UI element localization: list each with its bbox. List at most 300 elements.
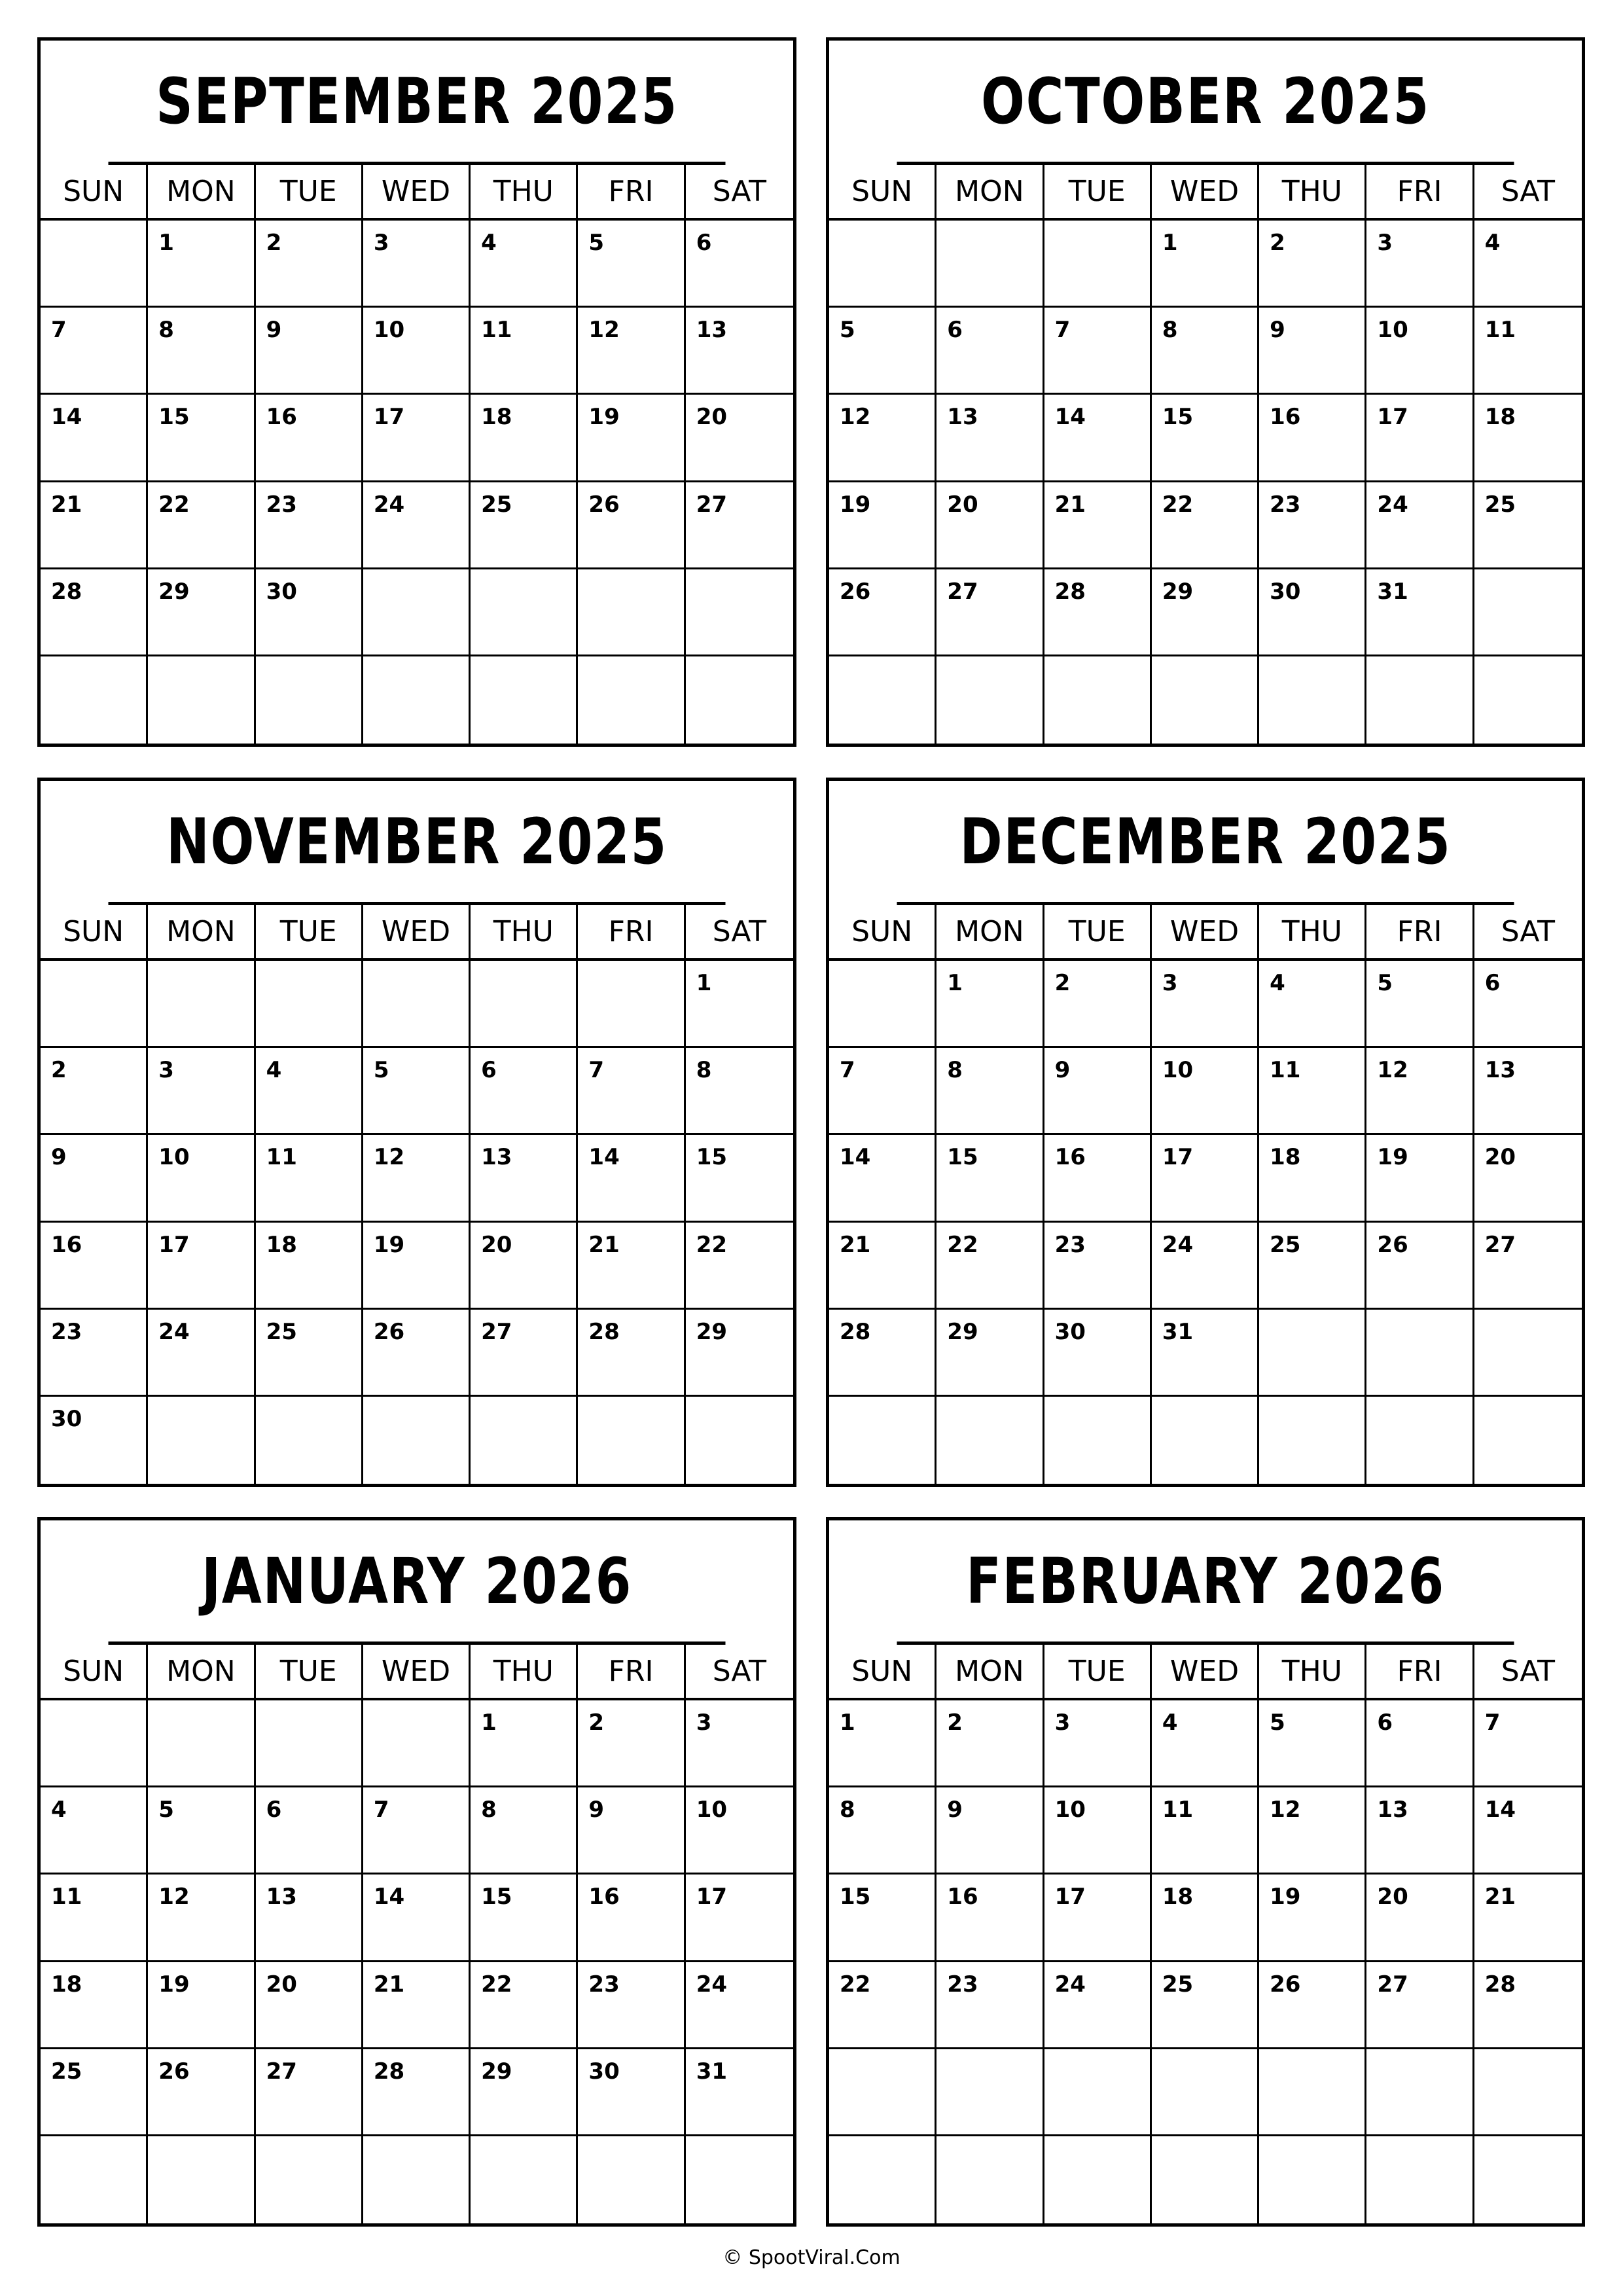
weekday-label: SAT [712, 915, 766, 948]
day-cell: 16 [1259, 395, 1366, 480]
day-cell [471, 656, 578, 744]
weekday-label: WED [1152, 1645, 1259, 1698]
weekday-label: SAT [712, 1655, 766, 1688]
day-cell [578, 961, 685, 1046]
day-cell: 22 [1152, 482, 1259, 567]
day-cell: 5 [1259, 1700, 1366, 1785]
day-cell: 18 [1484, 404, 1516, 431]
day-cell: 5 [1366, 961, 1474, 1046]
day-cell: 15 [936, 1135, 1044, 1220]
weekday-label: FRI [578, 905, 685, 958]
weekday-header-row [829, 905, 1582, 961]
day-cell: 24 [1366, 482, 1474, 567]
day-cell: 12 [829, 395, 936, 480]
weekday-label: FRI [578, 1645, 685, 1698]
weekday-label: THU [1259, 165, 1366, 218]
day-cell [1152, 1397, 1259, 1484]
weekday-label: FRI [1366, 165, 1474, 218]
day-cell [1259, 1397, 1366, 1484]
week-row [829, 1397, 1582, 1484]
week-row [41, 308, 793, 395]
day-cell: 10 [1366, 308, 1474, 393]
day-cell: 24 [148, 1310, 255, 1395]
day-cell: 12 [363, 1135, 471, 1220]
day-cell: 14 [1044, 395, 1152, 480]
day-cell: 10 [1152, 1048, 1259, 1133]
day-cell: 23 [1259, 482, 1366, 567]
weekday-label: THU [1259, 1645, 1366, 1698]
day-cell: 18 [471, 395, 578, 480]
day-cell: 6 [256, 1787, 363, 1873]
day-cell: 12 [148, 1874, 255, 1960]
day-cell: 27 [936, 569, 1044, 655]
day-cell [1152, 2136, 1259, 2223]
day-cell: 21 [1044, 482, 1152, 567]
month-calendar [37, 1517, 796, 2227]
week-row [41, 395, 793, 482]
day-cell: 11 [1152, 1787, 1259, 1873]
day-cell [363, 961, 471, 1046]
week-row [41, 1397, 793, 1484]
day-cell: 13 [936, 395, 1044, 480]
week-row [41, 1874, 793, 1962]
day-cell: 19 [1366, 1135, 1474, 1220]
day-cell: 27 [696, 491, 728, 518]
day-cell: 2 [41, 1048, 148, 1133]
day-cell [1474, 1397, 1582, 1484]
week-row [829, 1962, 1582, 2049]
day-cell [1259, 656, 1366, 744]
day-cell: 14 [363, 1874, 471, 1960]
day-cell: 28 [41, 569, 148, 655]
month-title: SEPTEMBER 2025 [109, 41, 726, 165]
day-cell: 19 [148, 1962, 255, 2047]
day-cell: 3 [696, 1710, 712, 1736]
day-cell [1044, 656, 1152, 744]
day-cell: 15 [471, 1874, 578, 1960]
week-row [829, 221, 1582, 308]
weekday-header-row [41, 905, 793, 961]
day-cell [1152, 2049, 1259, 2134]
day-cell: 9 [578, 1787, 685, 1873]
day-cell: 29 [471, 2049, 578, 2134]
day-cell [41, 221, 148, 306]
weekday-label: SAT [712, 175, 766, 208]
week-row [41, 569, 793, 656]
day-cell: 9 [1259, 308, 1366, 393]
day-cell: 16 [1044, 1135, 1152, 1220]
day-cell: 17 [148, 1223, 255, 1308]
day-cell: 3 [1044, 1700, 1152, 1785]
weekday-label: WED [363, 905, 471, 958]
day-cell [363, 1397, 471, 1484]
day-cell: 24 [1044, 1962, 1152, 2047]
week-row [41, 2049, 793, 2136]
day-cell: 22 [471, 1962, 578, 2047]
day-cell: 22 [829, 1962, 936, 2047]
day-cell: 27 [256, 2049, 363, 2134]
day-cell [1474, 1310, 1582, 1395]
day-cell: 7 [363, 1787, 471, 1873]
weekday-label: SUN [41, 165, 148, 218]
day-cell: 11 [256, 1135, 363, 1220]
day-cell: 6 [471, 1048, 578, 1133]
week-row [829, 656, 1582, 744]
month-calendar [826, 1517, 1585, 2227]
day-cell: 27 [1366, 1962, 1474, 2047]
day-cell: 1 [148, 221, 255, 306]
week-row [829, 2049, 1582, 2136]
weekday-label: MON [936, 905, 1044, 958]
day-cell [41, 961, 148, 1046]
day-cell: 8 [696, 1057, 712, 1084]
weekday-label: MON [148, 905, 255, 958]
day-cell [578, 2136, 685, 2223]
day-cell: 20 [936, 482, 1044, 567]
day-cell: 23 [41, 1310, 148, 1395]
day-cell: 6 [1484, 970, 1501, 996]
day-cell: 8 [471, 1787, 578, 1873]
day-cell: 6 [936, 308, 1044, 393]
weekday-label: SUN [829, 1645, 936, 1698]
month-title: JANUARY 2026 [109, 1520, 726, 1645]
day-cell [1044, 221, 1152, 306]
day-cell: 2 [256, 221, 363, 306]
month-calendar [826, 778, 1585, 1487]
week-row [829, 308, 1582, 395]
day-cell: 30 [256, 569, 363, 655]
day-cell [41, 1700, 148, 1785]
day-cell: 17 [363, 395, 471, 480]
weekday-label: TUE [256, 905, 363, 958]
weekday-label: MON [936, 165, 1044, 218]
day-cell: 7 [578, 1048, 685, 1133]
day-cell: 10 [1044, 1787, 1152, 1873]
day-cell: 1 [471, 1700, 578, 1785]
weekday-header-row [829, 1645, 1582, 1700]
day-cell: 13 [471, 1135, 578, 1220]
day-cell [1044, 2136, 1152, 2223]
day-cell: 25 [1152, 1962, 1259, 2047]
day-cell: 21 [363, 1962, 471, 2047]
day-cell: 17 [1152, 1135, 1259, 1220]
weekday-label: MON [148, 165, 255, 218]
day-cell: 26 [363, 1310, 471, 1395]
day-cell: 10 [148, 1135, 255, 1220]
month-calendar [826, 37, 1585, 747]
day-cell: 9 [256, 308, 363, 393]
weekday-label: WED [1152, 165, 1259, 218]
day-cell [936, 221, 1044, 306]
week-row [829, 1223, 1582, 1310]
day-cell: 9 [936, 1787, 1044, 1873]
weekday-label: TUE [256, 165, 363, 218]
day-cell: 21 [578, 1223, 685, 1308]
day-cell: 23 [578, 1962, 685, 2047]
day-cell: 15 [148, 395, 255, 480]
weekday-label: MON [936, 1645, 1044, 1698]
weekday-label: SUN [829, 905, 936, 958]
weekday-label: WED [363, 1645, 471, 1698]
day-cell: 31 [1366, 569, 1474, 655]
day-cell: 25 [256, 1310, 363, 1395]
day-cell: 7 [1044, 308, 1152, 393]
day-cell: 30 [1044, 1310, 1152, 1395]
day-cell [936, 2049, 1044, 2134]
day-cell: 11 [1259, 1048, 1366, 1133]
day-cell: 29 [696, 1318, 728, 1345]
day-cell: 19 [578, 395, 685, 480]
month-calendar [37, 778, 796, 1487]
weekday-label: TUE [1044, 165, 1152, 218]
week-row [829, 1700, 1582, 1787]
day-cell: 13 [256, 1874, 363, 1960]
weekday-label: WED [363, 165, 471, 218]
weekday-header-row [829, 165, 1582, 221]
day-cell [256, 656, 363, 744]
day-cell: 4 [471, 221, 578, 306]
week-row [41, 1700, 793, 1787]
day-cell: 7 [829, 1048, 936, 1133]
week-row [829, 1310, 1582, 1397]
weekday-label: FRI [1366, 905, 1474, 958]
day-cell [148, 2136, 255, 2223]
day-cell: 3 [1366, 221, 1474, 306]
day-cell [686, 656, 793, 744]
day-cell [936, 1397, 1044, 1484]
day-cell: 1 [829, 1700, 936, 1785]
day-cell: 30 [41, 1397, 148, 1484]
week-row [41, 1962, 793, 2049]
day-cell: 5 [363, 1048, 471, 1133]
weekday-label: TUE [1044, 905, 1152, 958]
day-cell: 5 [829, 308, 936, 393]
day-cell [148, 961, 255, 1046]
day-cell: 11 [1484, 317, 1516, 344]
day-cell: 2 [1259, 221, 1366, 306]
day-cell [1366, 2136, 1474, 2223]
week-row [829, 482, 1582, 569]
weekday-label: SUN [41, 1645, 148, 1698]
day-cell: 26 [829, 569, 936, 655]
day-cell: 28 [363, 2049, 471, 2134]
weekday-label: SAT [1501, 1655, 1555, 1688]
day-cell: 14 [41, 395, 148, 480]
week-row [829, 395, 1582, 482]
day-cell: 15 [829, 1874, 936, 1960]
weekday-label: MON [148, 1645, 255, 1698]
weekday-label: SUN [829, 165, 936, 218]
day-cell: 15 [696, 1144, 728, 1171]
day-cell: 19 [1259, 1874, 1366, 1960]
day-cell: 14 [829, 1135, 936, 1220]
week-row [41, 656, 793, 744]
day-cell [1474, 2136, 1582, 2223]
day-cell: 7 [41, 308, 148, 393]
weekday-label: THU [471, 1645, 578, 1698]
day-cell: 24 [363, 482, 471, 567]
day-cell [1366, 656, 1474, 744]
day-cell: 3 [148, 1048, 255, 1133]
day-cell: 4 [41, 1787, 148, 1873]
day-cell: 26 [148, 2049, 255, 2134]
week-row [41, 1310, 793, 1397]
day-cell: 8 [148, 308, 255, 393]
day-cell: 25 [1484, 491, 1516, 518]
day-cell [829, 221, 936, 306]
day-cell: 2 [936, 1700, 1044, 1785]
day-cell: 26 [1366, 1223, 1474, 1308]
day-cell: 3 [1152, 961, 1259, 1046]
day-cell: 8 [1152, 308, 1259, 393]
day-cell [363, 1700, 471, 1785]
day-cell: 11 [41, 1874, 148, 1960]
week-row [829, 569, 1582, 656]
day-cell: 24 [1152, 1223, 1259, 1308]
day-cell [1474, 2049, 1582, 2134]
day-cell [1259, 1310, 1366, 1395]
day-cell: 4 [1259, 961, 1366, 1046]
day-cell: 9 [1044, 1048, 1152, 1133]
day-cell [578, 569, 685, 655]
weekday-label: THU [471, 905, 578, 958]
day-cell [471, 569, 578, 655]
day-cell: 1 [1152, 221, 1259, 306]
day-cell: 27 [471, 1310, 578, 1395]
week-row [41, 1787, 793, 1874]
day-cell [1474, 569, 1582, 655]
day-cell: 29 [1152, 569, 1259, 655]
day-cell: 23 [936, 1962, 1044, 2047]
day-cell [148, 1397, 255, 1484]
day-cell: 20 [256, 1962, 363, 2047]
day-cell [1044, 1397, 1152, 1484]
day-cell [1366, 2049, 1474, 2134]
weekday-label: SUN [41, 905, 148, 958]
weekday-header-row [41, 165, 793, 221]
day-cell: 22 [696, 1231, 728, 1258]
week-row [41, 482, 793, 569]
day-cell: 12 [1366, 1048, 1474, 1133]
week-row [41, 1048, 793, 1135]
day-cell [829, 1397, 936, 1484]
weekday-label: FRI [578, 165, 685, 218]
day-cell: 6 [696, 230, 712, 256]
day-cell: 28 [829, 1310, 936, 1395]
day-cell: 20 [1484, 1144, 1516, 1171]
weekday-label: SAT [1501, 915, 1555, 948]
day-cell [41, 2136, 148, 2223]
day-cell: 25 [471, 482, 578, 567]
day-cell: 19 [829, 482, 936, 567]
week-row [41, 1223, 793, 1310]
day-cell: 28 [1044, 569, 1152, 655]
day-cell: 14 [1484, 1797, 1516, 1823]
month-title: DECEMBER 2025 [897, 781, 1514, 905]
day-cell: 16 [256, 395, 363, 480]
day-cell: 1 [696, 970, 712, 996]
day-cell [471, 2136, 578, 2223]
day-cell [1259, 2136, 1366, 2223]
day-cell: 17 [1044, 1874, 1152, 1960]
day-cell: 18 [41, 1962, 148, 2047]
day-cell: 12 [578, 308, 685, 393]
day-cell [256, 961, 363, 1046]
day-cell: 31 [696, 2058, 728, 2085]
day-cell: 28 [1484, 1971, 1516, 1998]
day-cell: 16 [578, 1874, 685, 1960]
day-cell: 20 [696, 404, 728, 431]
month-title: FEBRUARY 2026 [897, 1520, 1514, 1645]
day-cell: 9 [41, 1135, 148, 1220]
day-cell [578, 656, 685, 744]
day-cell [256, 1397, 363, 1484]
day-cell [41, 656, 148, 744]
day-cell [256, 2136, 363, 2223]
day-cell: 21 [1484, 1884, 1516, 1910]
day-cell: 4 [1152, 1700, 1259, 1785]
weekday-label: THU [1259, 905, 1366, 958]
day-cell [363, 2136, 471, 2223]
day-cell: 2 [578, 1700, 685, 1785]
day-cell: 26 [1259, 1962, 1366, 2047]
day-cell: 2 [1044, 961, 1152, 1046]
month-calendar [37, 37, 796, 747]
day-cell: 16 [936, 1874, 1044, 1960]
day-cell [1044, 2049, 1152, 2134]
day-cell: 5 [148, 1787, 255, 1873]
day-cell: 19 [363, 1223, 471, 1308]
day-cell: 31 [1152, 1310, 1259, 1395]
day-cell: 18 [256, 1223, 363, 1308]
day-cell [1366, 1397, 1474, 1484]
day-cell [363, 569, 471, 655]
day-cell [686, 569, 793, 655]
day-cell [829, 656, 936, 744]
day-cell: 17 [696, 1884, 728, 1910]
day-cell: 1 [936, 961, 1044, 1046]
day-cell: 5 [578, 221, 685, 306]
day-cell: 18 [1152, 1874, 1259, 1960]
day-cell [148, 1700, 255, 1785]
day-cell: 20 [1366, 1874, 1474, 1960]
week-row [41, 961, 793, 1048]
day-cell [936, 656, 1044, 744]
week-row [829, 961, 1582, 1048]
day-cell: 12 [1259, 1787, 1366, 1873]
weekday-header-row [41, 1645, 793, 1700]
day-cell: 3 [363, 221, 471, 306]
day-cell [363, 656, 471, 744]
week-row [829, 1787, 1582, 1874]
day-cell: 20 [471, 1223, 578, 1308]
weekday-label: FRI [1366, 1645, 1474, 1698]
day-cell: 16 [41, 1223, 148, 1308]
week-row [829, 1135, 1582, 1222]
day-cell [256, 1700, 363, 1785]
day-cell: 8 [936, 1048, 1044, 1133]
day-cell: 21 [829, 1223, 936, 1308]
day-cell: 11 [471, 308, 578, 393]
day-cell [1259, 2049, 1366, 2134]
day-cell: 25 [1259, 1223, 1366, 1308]
day-cell: 23 [256, 482, 363, 567]
day-cell [686, 2136, 793, 2223]
week-row [41, 2136, 793, 2223]
day-cell: 4 [256, 1048, 363, 1133]
week-row [829, 1874, 1582, 1962]
day-cell: 10 [363, 308, 471, 393]
